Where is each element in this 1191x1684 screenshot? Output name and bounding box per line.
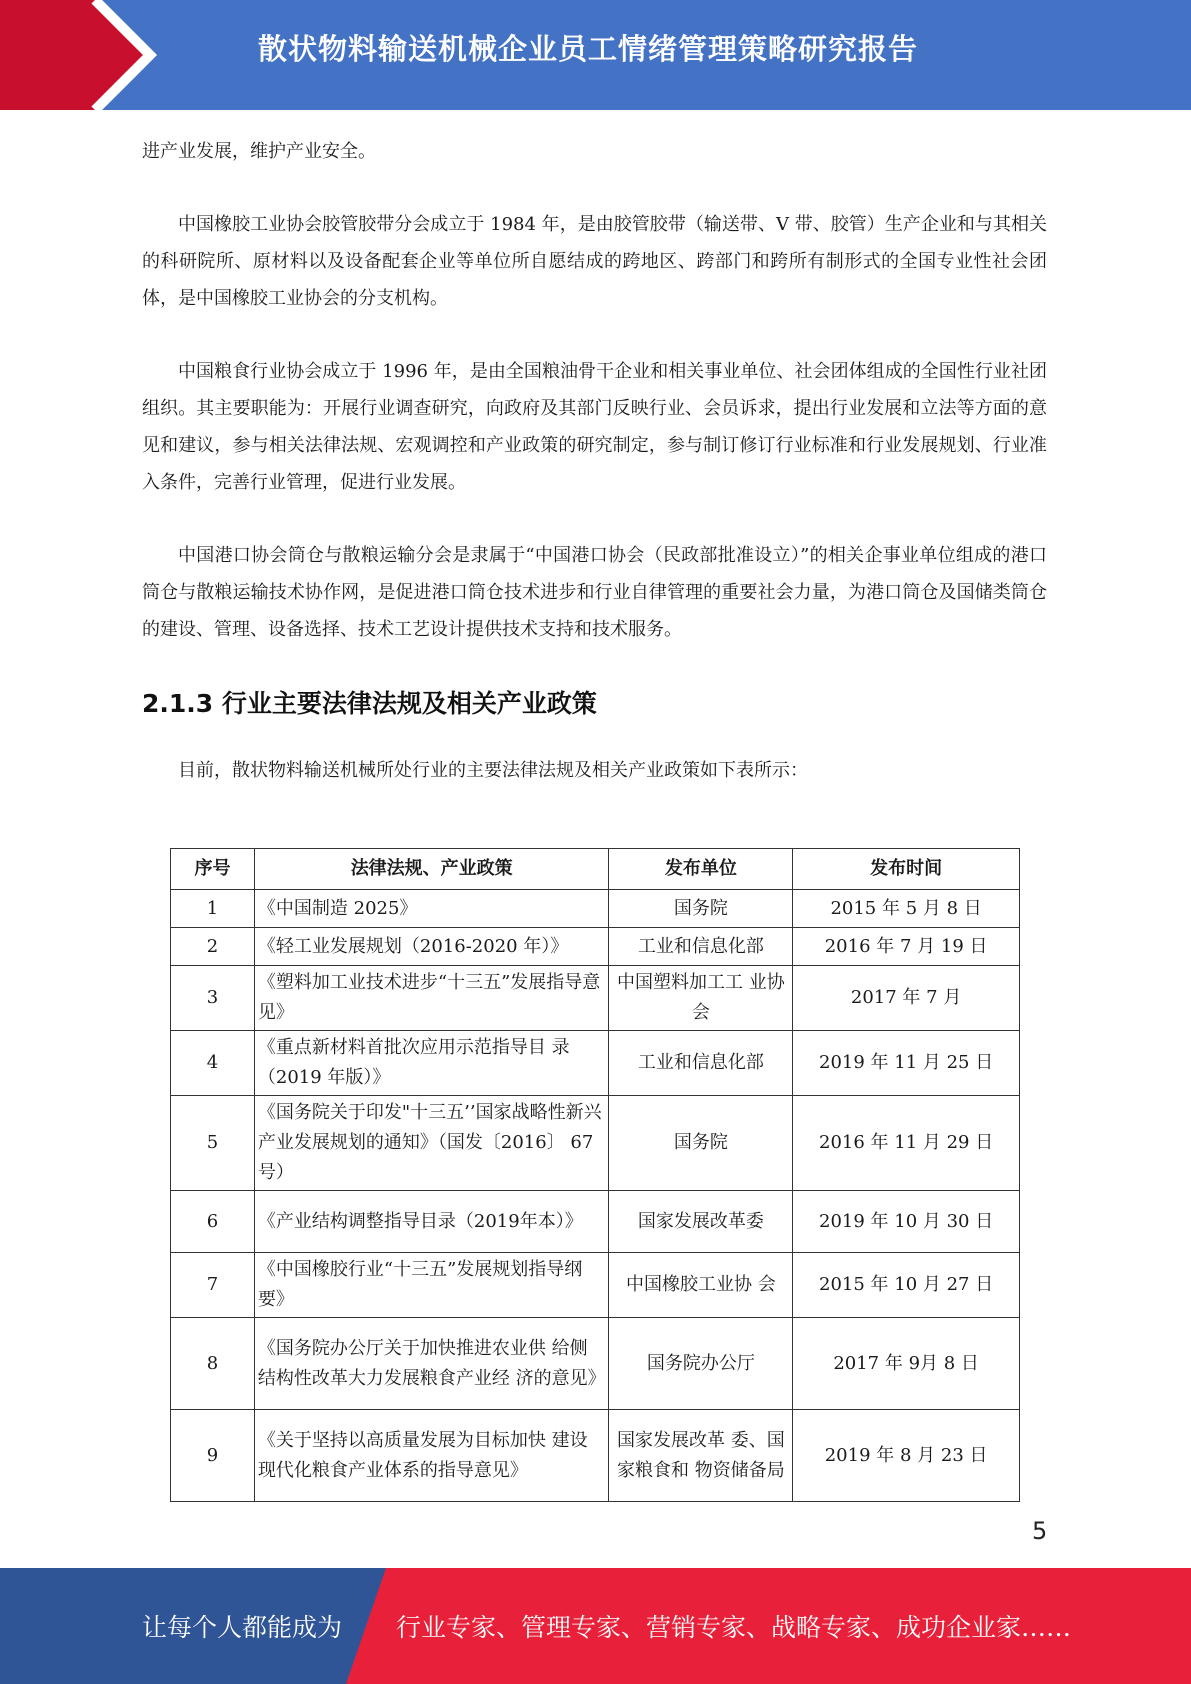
cell-publisher: 国家发展改革 委、国家粮食和 物资储备局 (609, 1410, 793, 1502)
cell-publisher: 国务院办公厅 (609, 1318, 793, 1410)
paragraph-continuation: 进产业发展，维护产业安全。 (142, 141, 376, 162)
main-content (142, 133, 1047, 799)
cell-date: 2017 年 7 月 (793, 966, 1020, 1031)
header-cell-policy: 法律法规、产业政策 (254, 849, 609, 890)
cell-publisher: 工业和信息化部 (609, 928, 793, 966)
cell-date: 2019 年 11 月 25 日 (793, 1031, 1020, 1096)
cell-policy: 《中国橡胶行业“十三五”发展规划指导纲要》 (254, 1253, 609, 1318)
table-row (171, 1031, 1020, 1096)
table-header-row (171, 849, 1020, 890)
cell-publisher: 国家发展改革委 (609, 1191, 793, 1253)
cell-date: 2019 年 8 月 23 日 (793, 1410, 1020, 1502)
header-cell-index: 序号 (171, 849, 255, 890)
cell-index: 2 (171, 928, 255, 966)
table-intro: 目前，散状物料输送机械所处行业的主要法律法规及相关产业政策如下表所示： (178, 760, 808, 781)
cell-publisher: 中国橡胶工业协 会 (609, 1253, 793, 1318)
cell-date: 2016 年 7 月 19 日 (793, 928, 1020, 966)
table-row (171, 1318, 1020, 1410)
cell-index: 8 (171, 1318, 255, 1410)
section-heading: 2.1.3 行业主要法律法规及相关产业政策 (142, 689, 597, 718)
cell-publisher: 中国塑料加工工 业协会 (609, 966, 793, 1031)
cell-date: 2019 年 10 月 30 日 (793, 1191, 1020, 1253)
cell-index: 6 (171, 1191, 255, 1253)
table-row (171, 966, 1020, 1031)
cell-policy: 《中国制造 2025》 (254, 890, 609, 928)
cell-policy: 《轻工业发展规划（2016-2020 年）》 (254, 928, 609, 966)
table-row (171, 1096, 1020, 1191)
cell-index: 7 (171, 1253, 255, 1318)
footer-slogan-right: 行业专家、管理专家、营销专家、战略专家、成功企业家…… (396, 1613, 1072, 1642)
paragraph-rubber-association: 中国橡胶工业协会胶管胶带分会成立于 1984 年，是由胶管胶带（输送带、V 带、胶管）生产企业和与其相关的科研院所、原材料以及设备配套企业等单位所自愿结成的跨地区、跨部门和跨所有制形式的全国专业性社会团体，是中国橡胶工业协会的分支机构。 (142, 214, 1047, 309)
header-cell-date: 发布时间 (793, 849, 1020, 890)
table-row (171, 1410, 1020, 1502)
paragraph-port-association: 中国港口协会筒仓与散粮运输分会是隶属于“中国港口协会（民政部批准设立）”的相关企事业单位组成的港口筒仓与散粮运输技术协作网，是促进港口筒仓技术进步和行业自律管理的重要社会力量，为港口筒仓及国储类筒仓的建设、管理、设备选择、技术工艺设计提供技术支持和技术服务。 (142, 545, 1047, 640)
cell-policy: 《关于坚持以高质量发展为目标加快 建设现代化粮食产业体系的指导意见》 (254, 1410, 609, 1502)
footer-slogan-left: 让每个人都能成为 (142, 1613, 343, 1642)
cell-index: 4 (171, 1031, 255, 1096)
table-row (171, 1191, 1020, 1253)
cell-index: 5 (171, 1096, 255, 1191)
header-red-arrow (0, 0, 150, 110)
cell-policy: 《重点新材料首批次应用示范指导目 录（2019 年版）》 (254, 1031, 609, 1096)
cell-date: 2017 年 9月 8 日 (793, 1318, 1020, 1410)
cell-publisher: 国务院 (609, 1096, 793, 1191)
cell-date: 2015 年 10 月 27 日 (793, 1253, 1020, 1318)
cell-index: 1 (171, 890, 255, 928)
cell-policy: 《产业结构调整指导目录（2019年本）》 (254, 1191, 609, 1253)
table-row (171, 1253, 1020, 1318)
cell-policy: 《国务院办公厅关于加快推进农业供 给侧结构性改革大力发展粮食产业经 济的意见》 (254, 1318, 609, 1410)
page-number: 5 (1032, 1517, 1048, 1545)
cell-policy: 《塑料加工业技术进步“十三五”发展指导意见》 (254, 966, 609, 1031)
cell-policy: 《国务院关于印发"十三五’’国家战略性新兴产业发展规划的通知》（国发〔2016〕 67 号） (254, 1096, 609, 1191)
cell-index: 3 (171, 966, 255, 1031)
page-footer (0, 1568, 1191, 1684)
cell-publisher: 工业和信息化部 (609, 1031, 793, 1096)
cell-date: 2016 年 11 月 29 日 (793, 1096, 1020, 1191)
paragraph-grain-association: 中国粮食行业协会成立于 1996 年，是由全国粮油骨干企业和相关事业单位、社会团体组成的全国性行业社团组织。其主要职能为：开展行业调查研究，向政府及其部门反映行业、会员诉求，提出行业发展和立法等方面的意见和建议，参与相关法律法规、宏观调控和产业政策的研究制定，参与制订修订行业标准和行业发展规划、行业准入条件，完善行业管理，促进行业发展。 (142, 361, 1047, 493)
report-title: 散状物料输送机械企业员工情绪管理策略研究报告 (258, 32, 919, 66)
cell-index: 9 (171, 1410, 255, 1502)
policy-table (170, 848, 1020, 1502)
cell-date: 2015 年 5 月 8 日 (793, 890, 1020, 928)
table-row (171, 928, 1020, 966)
cell-publisher: 国务院 (609, 890, 793, 928)
table-row (171, 890, 1020, 928)
header-cell-publisher: 发布单位 (609, 849, 793, 890)
page-header (0, 0, 1191, 110)
